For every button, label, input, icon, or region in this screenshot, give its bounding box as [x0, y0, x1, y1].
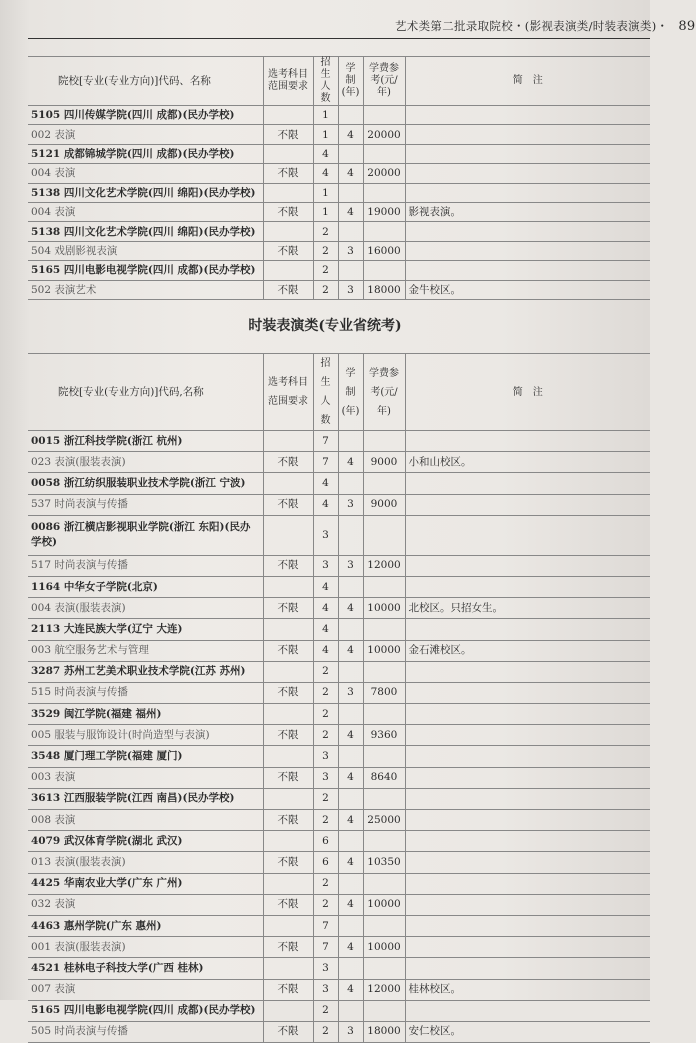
- cell-fee: [363, 958, 405, 979]
- admissions-table-film-acting: [28, 56, 650, 300]
- cell-fee: 9000: [363, 452, 405, 473]
- major-row: [28, 937, 650, 958]
- cell-note: [405, 915, 650, 936]
- cell-name: 002 表演: [28, 125, 263, 144]
- cell-quota: 4: [313, 473, 338, 494]
- school-row: [28, 431, 650, 452]
- cell-fee: [363, 788, 405, 809]
- cell-name: 004 表演: [28, 202, 263, 221]
- cell-note: [405, 241, 650, 260]
- cell-years: 4: [338, 979, 363, 1000]
- cell-name: 0015 浙江科技学院(浙江 杭州): [28, 431, 263, 452]
- cell-years: 3: [338, 682, 363, 703]
- cell-note: [405, 894, 650, 915]
- school-row: [28, 144, 650, 163]
- major-row: [28, 452, 650, 473]
- major-row: [28, 280, 650, 299]
- cell-quota: 7: [313, 431, 338, 452]
- cell-fee: 16000: [363, 241, 405, 260]
- cell-quota: 3: [313, 767, 338, 788]
- school-row: [28, 1000, 650, 1021]
- cell-note: [405, 494, 650, 515]
- cell-note: [405, 788, 650, 809]
- cell-fee: 19000: [363, 202, 405, 221]
- cell-quota: 6: [313, 852, 338, 873]
- cell-fee: 18000: [363, 1021, 405, 1042]
- header-notes: 简 注: [405, 57, 650, 106]
- cell-years: 4: [338, 767, 363, 788]
- school-row: [28, 746, 650, 767]
- cell-name: 537 时尚表演与传播: [28, 494, 263, 515]
- cell-note: [405, 106, 650, 125]
- cell-years: [338, 619, 363, 640]
- cell-quota: 1: [313, 125, 338, 144]
- cell-name: 003 航空服务艺术与管理: [28, 640, 263, 661]
- cell-subject: [263, 473, 313, 494]
- school-row: [28, 704, 650, 725]
- cell-subject: [263, 788, 313, 809]
- cell-quota: 2: [313, 788, 338, 809]
- cell-subject: 不限: [263, 598, 313, 619]
- cell-name: 032 表演: [28, 894, 263, 915]
- cell-name: 5121 成都锦城学院(四川 成都)(民办学校): [28, 144, 263, 163]
- cell-years: [338, 788, 363, 809]
- cell-fee: [363, 576, 405, 597]
- cell-note: 金牛校区。: [405, 280, 650, 299]
- school-row: [28, 831, 650, 852]
- cell-quota: 1: [313, 106, 338, 125]
- major-row: [28, 164, 650, 183]
- header-quota: 招生人数: [313, 354, 338, 431]
- cell-quota: 4: [313, 598, 338, 619]
- cell-quota: 2: [313, 1000, 338, 1021]
- cell-subject: 不限: [263, 494, 313, 515]
- cell-subject: [263, 222, 313, 241]
- major-row: [28, 682, 650, 703]
- cell-years: 3: [338, 555, 363, 576]
- cell-years: [338, 831, 363, 852]
- cell-years: [338, 222, 363, 241]
- school-row: [28, 661, 650, 682]
- cell-fee: 18000: [363, 280, 405, 299]
- school-row: [28, 261, 650, 280]
- cell-name: 2113 大连民族大学(辽宁 大连): [28, 619, 263, 640]
- cell-fee: [363, 183, 405, 202]
- cell-subject: [263, 704, 313, 725]
- cell-name: 5105 四川传媒学院(四川 成都)(民办学校): [28, 106, 263, 125]
- cell-subject: 不限: [263, 979, 313, 1000]
- cell-subject: [263, 144, 313, 163]
- cell-subject: [263, 873, 313, 894]
- cell-quota: 3: [313, 958, 338, 979]
- cell-years: [338, 746, 363, 767]
- cell-quota: 3: [313, 515, 338, 555]
- cell-quota: 3: [313, 746, 338, 767]
- header-years: 学制(年): [338, 354, 363, 431]
- cell-name: 0058 浙江纺织服装职业技术学院(浙江 宁波): [28, 473, 263, 494]
- cell-name: 4079 武汉体育学院(湖北 武汉): [28, 831, 263, 852]
- school-row: [28, 788, 650, 809]
- cell-name: 013 表演(服装表演): [28, 852, 263, 873]
- table-header-row: [28, 354, 650, 431]
- cell-name: 008 表演: [28, 810, 263, 831]
- cell-subject: [263, 661, 313, 682]
- cell-fee: [363, 661, 405, 682]
- cell-fee: [363, 619, 405, 640]
- cell-fee: [363, 1000, 405, 1021]
- cell-subject: [263, 831, 313, 852]
- cell-fee: 12000: [363, 979, 405, 1000]
- cell-quota: 4: [313, 576, 338, 597]
- cell-name: 003 表演: [28, 767, 263, 788]
- cell-name: 0086 浙江横店影视职业学院(浙江 东阳)(民办学校): [28, 515, 263, 555]
- major-row: [28, 202, 650, 221]
- cell-subject: 不限: [263, 125, 313, 144]
- cell-quota: 2: [313, 661, 338, 682]
- cell-years: [338, 106, 363, 125]
- cell-years: [338, 873, 363, 894]
- cell-years: 4: [338, 125, 363, 144]
- cell-note: [405, 725, 650, 746]
- cell-subject: 不限: [263, 810, 313, 831]
- cell-subject: [263, 261, 313, 280]
- cell-quota: 2: [313, 682, 338, 703]
- cell-note: [405, 555, 650, 576]
- cell-fee: [363, 831, 405, 852]
- cell-subject: [263, 619, 313, 640]
- cell-note: [405, 222, 650, 241]
- major-row: [28, 241, 650, 260]
- cell-note: [405, 831, 650, 852]
- cell-subject: [263, 958, 313, 979]
- cell-name: 023 表演(服装表演): [28, 452, 263, 473]
- header-name: 院校[专业(专业方向)]代码,名称: [28, 354, 263, 431]
- cell-quota: 2: [313, 222, 338, 241]
- cell-note: 桂林校区。: [405, 979, 650, 1000]
- cell-name: 5138 四川文化艺术学院(四川 绵阳)(民办学校): [28, 222, 263, 241]
- major-row: [28, 810, 650, 831]
- cell-years: 3: [338, 1021, 363, 1042]
- cell-note: 北校区。只招女生。: [405, 598, 650, 619]
- cell-quota: 2: [313, 894, 338, 915]
- cell-name: 3613 江西服装学院(江西 南昌)(民办学校): [28, 788, 263, 809]
- major-row: [28, 640, 650, 661]
- school-row: [28, 576, 650, 597]
- cell-name: 005 服装与服饰设计(时尚造型与表演): [28, 725, 263, 746]
- cell-years: 3: [338, 241, 363, 260]
- cell-subject: 不限: [263, 241, 313, 260]
- cell-name: 502 表演艺术: [28, 280, 263, 299]
- cell-subject: 不限: [263, 682, 313, 703]
- cell-years: 4: [338, 725, 363, 746]
- cell-note: [405, 810, 650, 831]
- header-fee: 学费参考(元/年): [363, 354, 405, 431]
- cell-fee: 20000: [363, 164, 405, 183]
- cell-quota: 6: [313, 831, 338, 852]
- cell-quota: 2: [313, 810, 338, 831]
- cell-quota: 3: [313, 979, 338, 1000]
- cell-quota: 7: [313, 915, 338, 936]
- cell-years: [338, 515, 363, 555]
- cell-fee: [363, 873, 405, 894]
- cell-name: 517 时尚表演与传播: [28, 555, 263, 576]
- cell-name: 4521 桂林电子科技大学(广西 桂林): [28, 958, 263, 979]
- major-row: [28, 852, 650, 873]
- cell-note: [405, 576, 650, 597]
- cell-fee: [363, 431, 405, 452]
- cell-name: 3529 闽江学院(福建 福州): [28, 704, 263, 725]
- cell-subject: [263, 515, 313, 555]
- cell-subject: 不限: [263, 164, 313, 183]
- cell-fee: [363, 515, 405, 555]
- cell-name: 3287 苏州工艺美术职业技术学院(江苏 苏州): [28, 661, 263, 682]
- cell-note: [405, 661, 650, 682]
- cell-note: [405, 144, 650, 163]
- cell-quota: 4: [313, 144, 338, 163]
- cell-note: [405, 261, 650, 280]
- cell-fee: 9360: [363, 725, 405, 746]
- cell-years: 4: [338, 452, 363, 473]
- cell-name: 004 表演: [28, 164, 263, 183]
- cell-subject: [263, 183, 313, 202]
- cell-note: [405, 619, 650, 640]
- cell-name: 4463 惠州学院(广东 惠州): [28, 915, 263, 936]
- cell-fee: [363, 915, 405, 936]
- cell-subject: [263, 431, 313, 452]
- cell-note: [405, 164, 650, 183]
- cell-fee: [363, 222, 405, 241]
- cell-years: [338, 704, 363, 725]
- cell-name: 001 表演(服装表演): [28, 937, 263, 958]
- cell-years: 4: [338, 937, 363, 958]
- header-subject: 选考科目范围要求: [263, 57, 313, 106]
- header-years: 学制(年): [338, 57, 363, 106]
- cell-years: [338, 1000, 363, 1021]
- cell-years: 3: [338, 280, 363, 299]
- cell-subject: 不限: [263, 640, 313, 661]
- cell-fee: [363, 746, 405, 767]
- cell-name: 5165 四川电影电视学院(四川 成都)(民办学校): [28, 261, 263, 280]
- cell-years: [338, 958, 363, 979]
- cell-quota: 7: [313, 937, 338, 958]
- cell-years: 4: [338, 894, 363, 915]
- cell-subject: 不限: [263, 452, 313, 473]
- major-row: [28, 979, 650, 1000]
- cell-quota: 2: [313, 261, 338, 280]
- cell-fee: 10350: [363, 852, 405, 873]
- header-subject: 选考科目范围要求: [263, 354, 313, 431]
- running-head: [395, 18, 696, 34]
- cell-name: 5165 四川电影电视学院(四川 成都)(民办学校): [28, 1000, 263, 1021]
- cell-note: [405, 682, 650, 703]
- cell-years: 4: [338, 202, 363, 221]
- cell-note: [405, 183, 650, 202]
- cell-fee: [363, 106, 405, 125]
- section-title: 时装表演类(专业省统考): [248, 318, 402, 334]
- school-row: [28, 873, 650, 894]
- cell-subject: 不限: [263, 767, 313, 788]
- cell-years: [338, 183, 363, 202]
- cell-note: [405, 431, 650, 452]
- cell-years: [338, 144, 363, 163]
- school-row: [28, 222, 650, 241]
- cell-name: 007 表演: [28, 979, 263, 1000]
- cell-quota: 2: [313, 704, 338, 725]
- cell-fee: [363, 261, 405, 280]
- cell-years: [338, 473, 363, 494]
- header-fee: 学费参考(元/年): [363, 57, 405, 106]
- header-rule: [28, 38, 650, 39]
- cell-name: 505 时尚表演与传播: [28, 1021, 263, 1042]
- cell-subject: 不限: [263, 555, 313, 576]
- cell-name: 004 表演(服装表演): [28, 598, 263, 619]
- cell-quota: 3: [313, 555, 338, 576]
- cell-subject: 不限: [263, 280, 313, 299]
- header-notes: 简 注: [405, 354, 650, 431]
- cell-subject: 不限: [263, 1021, 313, 1042]
- page-number: 89: [678, 19, 696, 34]
- cell-fee: 10000: [363, 598, 405, 619]
- cell-years: [338, 661, 363, 682]
- cell-years: 3: [338, 494, 363, 515]
- cell-fee: 10000: [363, 894, 405, 915]
- running-head-text: 艺术类第二批录取院校・(影视表演类/时装表演类)・: [395, 19, 669, 33]
- school-row: [28, 515, 650, 555]
- cell-quota: 4: [313, 640, 338, 661]
- cell-years: [338, 576, 363, 597]
- cell-quota: 7: [313, 452, 338, 473]
- cell-name: 5138 四川文化艺术学院(四川 绵阳)(民办学校): [28, 183, 263, 202]
- major-row: [28, 494, 650, 515]
- cell-note: [405, 515, 650, 555]
- cell-note: 影视表演。: [405, 202, 650, 221]
- cell-subject: 不限: [263, 202, 313, 221]
- cell-subject: 不限: [263, 852, 313, 873]
- cell-name: 515 时尚表演与传播: [28, 682, 263, 703]
- cell-fee: 12000: [363, 555, 405, 576]
- cell-years: [338, 261, 363, 280]
- cell-fee: [363, 704, 405, 725]
- school-row: [28, 958, 650, 979]
- school-row: [28, 915, 650, 936]
- cell-note: [405, 937, 650, 958]
- cell-quota: 4: [313, 619, 338, 640]
- cell-subject: [263, 915, 313, 936]
- cell-years: 4: [338, 810, 363, 831]
- major-row: [28, 767, 650, 788]
- cell-years: 4: [338, 164, 363, 183]
- cell-quota: 4: [313, 494, 338, 515]
- cell-years: [338, 915, 363, 936]
- cell-quota: 1: [313, 202, 338, 221]
- cell-fee: [363, 144, 405, 163]
- cell-note: [405, 1000, 650, 1021]
- cell-name: 1164 中华女子学院(北京): [28, 576, 263, 597]
- cell-subject: 不限: [263, 894, 313, 915]
- cell-fee: 7800: [363, 682, 405, 703]
- cell-quota: 1: [313, 183, 338, 202]
- cell-name: 3548 厦门理工学院(福建 厦门): [28, 746, 263, 767]
- cell-note: [405, 852, 650, 873]
- cell-note: [405, 958, 650, 979]
- cell-fee: 9000: [363, 494, 405, 515]
- cell-subject: 不限: [263, 937, 313, 958]
- cell-fee: 20000: [363, 125, 405, 144]
- cell-note: [405, 473, 650, 494]
- admissions-table-fashion-modeling: [28, 353, 650, 1043]
- cell-fee: 10000: [363, 640, 405, 661]
- cell-name: 504 戏剧影视表演: [28, 241, 263, 260]
- school-row: [28, 106, 650, 125]
- school-row: [28, 183, 650, 202]
- cell-quota: 2: [313, 873, 338, 894]
- cell-name: 4425 华南农业大学(广东 广州): [28, 873, 263, 894]
- cell-subject: [263, 106, 313, 125]
- cell-note: [405, 873, 650, 894]
- cell-quota: 2: [313, 280, 338, 299]
- cell-subject: [263, 746, 313, 767]
- cell-note: 金石滩校区。: [405, 640, 650, 661]
- cell-years: [338, 431, 363, 452]
- cell-note: [405, 125, 650, 144]
- cell-fee: [363, 473, 405, 494]
- cell-fee: 25000: [363, 810, 405, 831]
- header-quota: 招生人数: [313, 57, 338, 106]
- cell-subject: [263, 1000, 313, 1021]
- major-row: [28, 125, 650, 144]
- major-row: [28, 894, 650, 915]
- cell-note: [405, 767, 650, 788]
- cell-note: 小和山校区。: [405, 452, 650, 473]
- major-row: [28, 598, 650, 619]
- cell-years: 4: [338, 852, 363, 873]
- major-row: [28, 725, 650, 746]
- cell-quota: 4: [313, 164, 338, 183]
- school-row: [28, 473, 650, 494]
- cell-fee: 8640: [363, 767, 405, 788]
- major-row: [28, 1021, 650, 1042]
- table-header-row: [28, 57, 650, 106]
- cell-subject: 不限: [263, 725, 313, 746]
- cell-quota: 2: [313, 241, 338, 260]
- cell-years: 4: [338, 640, 363, 661]
- cell-fee: 10000: [363, 937, 405, 958]
- cell-subject: [263, 576, 313, 597]
- cell-quota: 2: [313, 1021, 338, 1042]
- cell-note: 安仁校区。: [405, 1021, 650, 1042]
- major-row: [28, 555, 650, 576]
- cell-note: [405, 746, 650, 767]
- cell-quota: 2: [313, 725, 338, 746]
- header-name: 院校[专业(专业方向)]代码、名称: [28, 57, 263, 106]
- cell-note: [405, 704, 650, 725]
- school-row: [28, 619, 650, 640]
- cell-years: 4: [338, 598, 363, 619]
